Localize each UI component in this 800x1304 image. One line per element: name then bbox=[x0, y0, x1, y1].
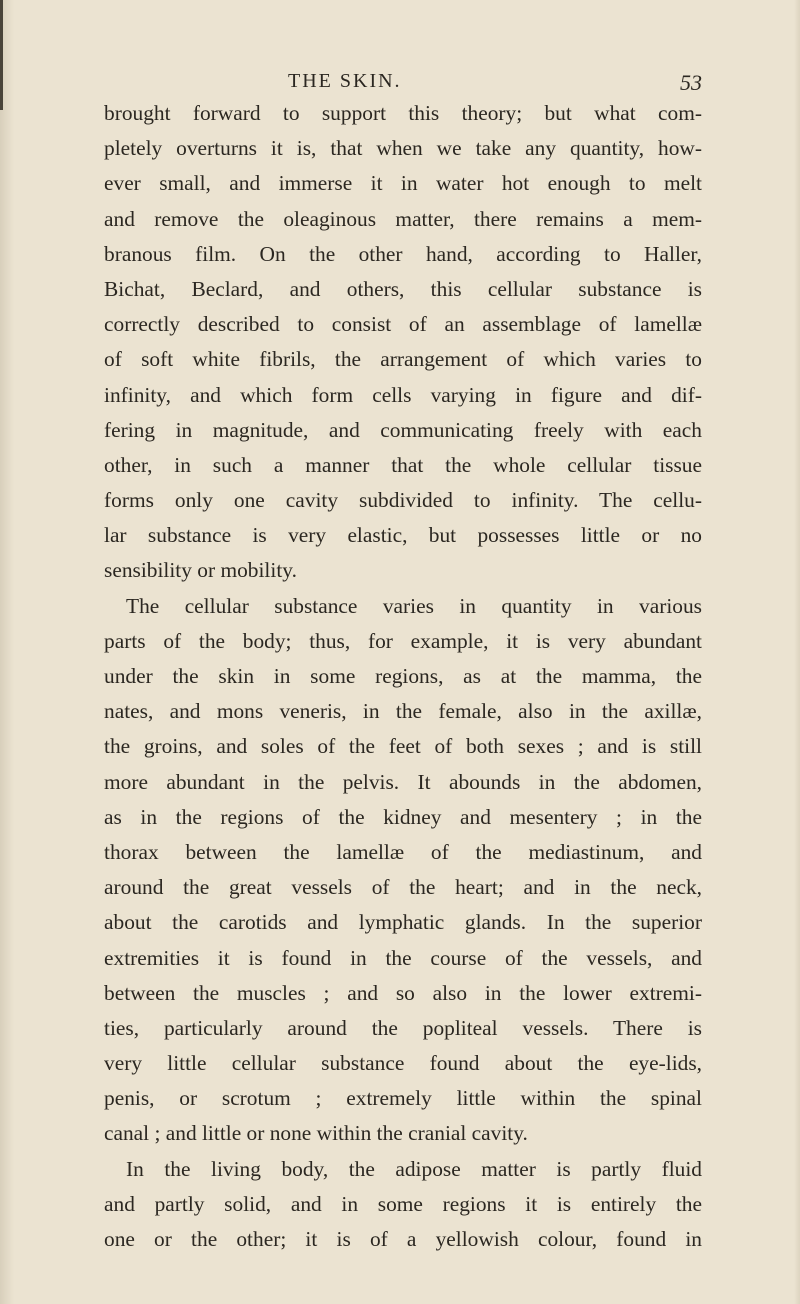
text-line: extremities it is found in the course of the vessels, and bbox=[104, 945, 702, 970]
text-line: branous film. On the other hand, according to Haller, bbox=[104, 241, 702, 266]
page-number: 53 bbox=[680, 70, 702, 95]
text-line: about the carotids and lymphatic glands. In the superior bbox=[104, 910, 702, 935]
text-line: ever small, and immerse it in water hot enough to melt bbox=[104, 171, 702, 196]
text-line: In the living body, the adipose matter is partly fluid bbox=[126, 1156, 702, 1181]
page-gutter-shadow bbox=[0, 0, 14, 1304]
text-line: of soft white fibrils, the arrangement of which varies to bbox=[104, 347, 702, 372]
text-line: nates, and mons veneris, in the female, also in the axillæ, bbox=[104, 699, 702, 724]
text-line: and remove the oleaginous matter, there remains a mem- bbox=[104, 206, 702, 231]
page-binding-edge bbox=[0, 0, 3, 110]
page-right-edge bbox=[794, 0, 800, 1304]
text-line: brought forward to support this theory; but what com- bbox=[104, 101, 702, 125]
text-line: sensibility or mobility. bbox=[104, 558, 297, 583]
text-line: under the skin in some regions, as at the mamma, the bbox=[104, 664, 702, 688]
text-line: fering in magnitude, and communicating freely with each bbox=[104, 417, 702, 442]
text-line: forms only one cavity subdivided to infinity. The cellu- bbox=[104, 488, 702, 513]
text-line: infinity, and which form cells varying in figure and dif- bbox=[104, 382, 702, 407]
running-title: THE SKIN. bbox=[288, 70, 402, 92]
text-line: parts of the body; thus, for example, it is very abundant bbox=[104, 628, 702, 653]
text-line: one or the other; it is of a yellowish colour, found in bbox=[104, 1227, 702, 1251]
text-line: penis, or scrotum ; extremely little within the spinal bbox=[104, 1086, 702, 1111]
text-line: more abundant in the pelvis. It abounds in the abdomen, bbox=[104, 769, 702, 794]
text-line: Bichat, Beclard, and others, this cellular substance is bbox=[104, 276, 702, 301]
text-line: correctly described to consist of an assemblage of lamellæ bbox=[104, 312, 702, 337]
text-line: and partly solid, and in some regions it is entirely the bbox=[104, 1191, 702, 1216]
paragraph bbox=[104, 589, 702, 1152]
text-line: the groins, and soles of the feet of both sexes ; and is still bbox=[104, 734, 702, 759]
text-line: around the great vessels of the heart; and in the neck, bbox=[104, 875, 702, 900]
text-line: canal ; and little or none within the cranial cavity. bbox=[104, 1121, 528, 1146]
text-line: pletely overturns it is, that when we take any quantity, how- bbox=[104, 136, 702, 161]
text-line: thorax between the lamellæ of the mediastinum, and bbox=[104, 839, 702, 864]
paragraph bbox=[104, 96, 702, 589]
paragraph bbox=[104, 1152, 702, 1258]
text-line: very little cellular substance found about the eye-lids, bbox=[104, 1051, 702, 1076]
text-line: other, in such a manner that the whole cellular tissue bbox=[104, 452, 702, 477]
text-line: ties, particularly around the popliteal vessels. There is bbox=[104, 1015, 702, 1040]
text-line: between the muscles ; and so also in the lower extremi- bbox=[104, 980, 702, 1005]
text-line: as in the regions of the kidney and mesentery ; in the bbox=[104, 804, 702, 829]
text-line: The cellular substance varies in quantity in various bbox=[126, 593, 702, 618]
body-text bbox=[104, 96, 702, 1257]
text-line: lar substance is very elastic, but possesses little or no bbox=[104, 523, 702, 548]
